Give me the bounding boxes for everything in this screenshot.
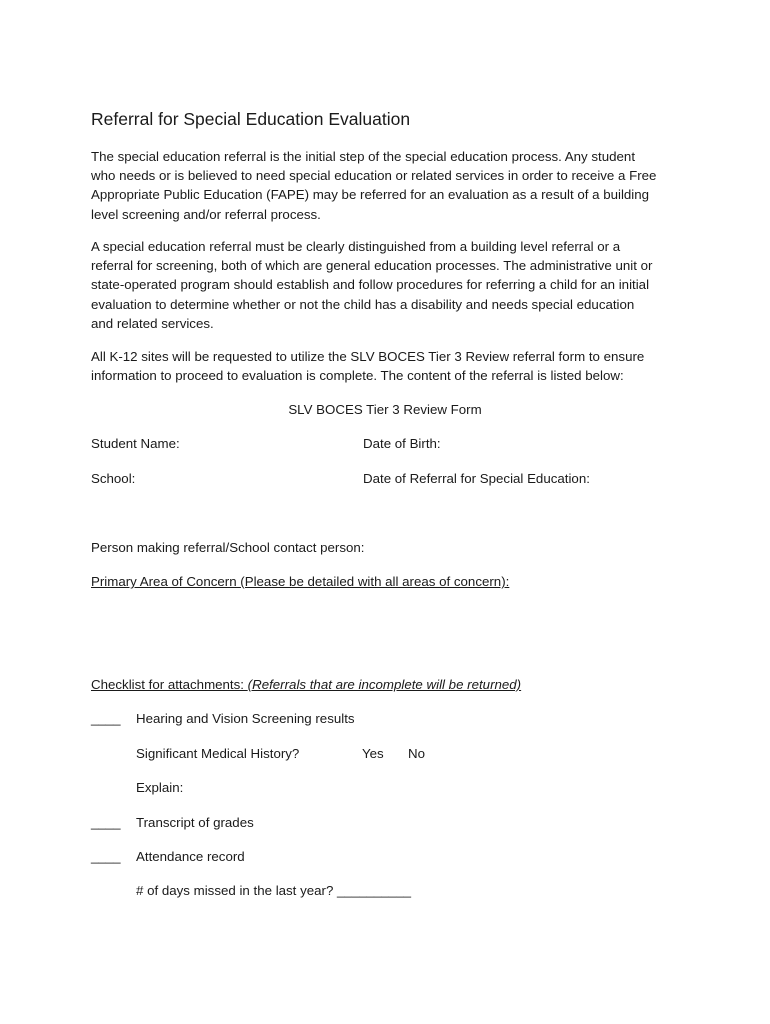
date-of-birth-label: Date of Birth: xyxy=(363,436,441,451)
checklist-heading-text: Checklist for attachments: xyxy=(91,677,248,692)
school-label: School: xyxy=(91,471,136,486)
transcript-checkbox-blank: ____ xyxy=(91,815,121,830)
intro-line: level screening and/or referral process. xyxy=(91,206,321,222)
document-title: Referral for Special Education Evaluation xyxy=(91,109,411,129)
referral-date-label: Date of Referral for Special Education: xyxy=(363,471,590,486)
attendance-item: Attendance record xyxy=(136,849,245,864)
medical-history-label: Significant Medical History? xyxy=(136,746,300,761)
days-missed-label: # of days missed in the last year? __________ xyxy=(136,883,411,898)
intro-line: who needs or is believed to need special education or related services in order to receive a Free xyxy=(91,168,657,184)
attendance-checkbox-blank: ____ xyxy=(91,849,121,864)
distinction-line: state-operated program should establish and follow procedures for referring a child for an initial xyxy=(91,277,650,293)
hearing-vision-item: Hearing and Vision Screening results xyxy=(136,711,355,726)
distinction-line: and related services. xyxy=(91,315,214,331)
sites-line: All K-12 sites will be requested to utilize the SLV BOCES Tier 3 Review referral form to ensure xyxy=(91,349,645,364)
intro-line: The special education referral is the initial step of the special education process. Any student xyxy=(91,149,636,164)
sites-paragraph xyxy=(91,347,691,385)
hearing-checkbox-blank: ____ xyxy=(91,711,121,726)
distinction-paragraph xyxy=(91,237,691,333)
sites-line: information to proceed to evaluation is complete. The content of the referral is listed below: xyxy=(91,368,624,384)
distinction-line: referral for screening, both of which are general education processes. The administrative unit or xyxy=(91,258,653,274)
distinction-line: A special education referral must be clearly distinguished from a building level referral or a xyxy=(91,239,621,254)
intro-line: Appropriate Public Education (FAPE) may be referred for an evaluation as a result of a building xyxy=(91,187,650,203)
explain-label: Explain: xyxy=(136,780,184,795)
primary-concern-label: Primary Area of Concern (Please be detailed with all areas of concern): xyxy=(91,574,510,589)
intro-paragraph xyxy=(91,147,691,224)
student-name-label: Student Name: xyxy=(91,436,180,451)
checklist-heading-note: (Referrals that are incomplete will be returned) xyxy=(247,677,522,692)
medical-history-yes: Yes xyxy=(362,746,384,761)
checklist-heading xyxy=(91,676,521,694)
distinction-line: evaluation to determine whether or not the child has a disability and needs special education xyxy=(91,296,635,312)
contact-person-label: Person making referral/School contact person: xyxy=(91,540,365,555)
medical-history-no: No xyxy=(408,746,425,761)
transcript-item: Transcript of grades xyxy=(136,815,254,830)
form-heading: SLV BOCES Tier 3 Review Form xyxy=(288,402,482,417)
